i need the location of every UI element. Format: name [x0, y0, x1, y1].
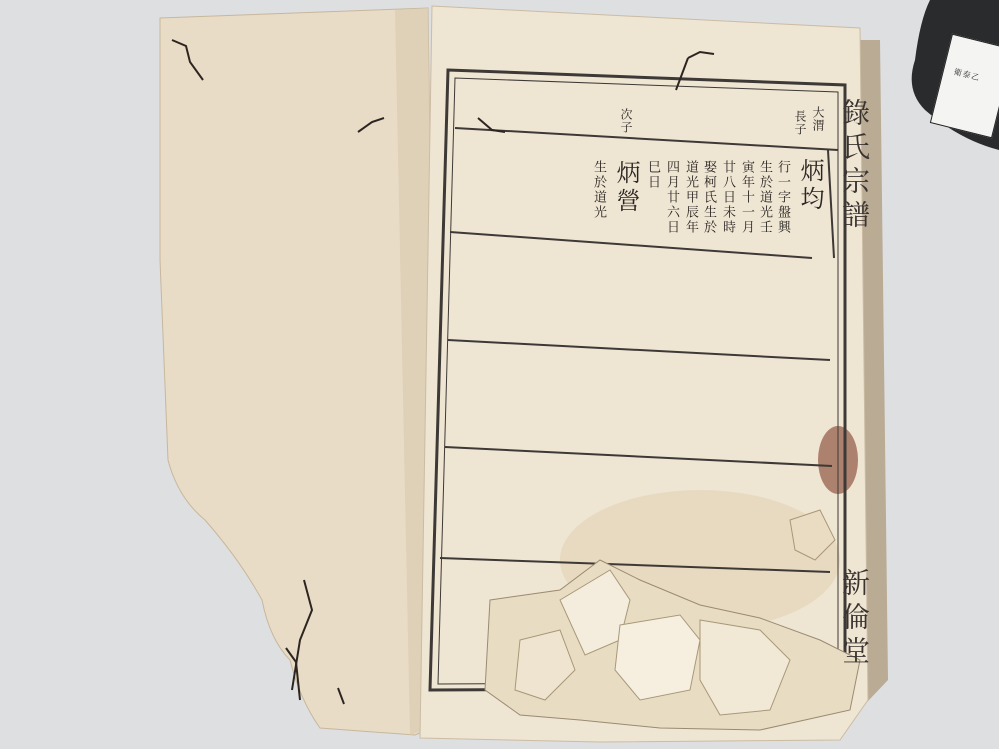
entry-detail-line: 道光甲辰年 [683, 160, 698, 235]
spine-title: 錄氏宗譜 [838, 98, 871, 234]
left-page [160, 8, 438, 735]
entry-detail-line: 行一字盤興 [775, 160, 790, 235]
entry-relation-note: 大渭 [811, 106, 825, 132]
entry-detail-line: 生於道光壬 [757, 160, 772, 235]
label-card-text: 衛泰乙 [952, 67, 982, 83]
entry-name: 炳營 [612, 160, 640, 216]
entry-detail-line: 寅年十一月 [739, 160, 754, 235]
spine-subtitle: 新倫堂 [838, 568, 871, 670]
entry-name: 炳均 [796, 158, 824, 214]
entry-detail-line: 生於道光 [591, 160, 606, 220]
entry-relation: 次子 [619, 108, 633, 134]
entry-detail-line: 巳日 [645, 160, 660, 190]
entry-relation: 長子 [793, 110, 807, 136]
entry-detail-line: 四月廿六日 [664, 160, 679, 235]
entry-detail-line: 廿八日未時 [720, 160, 735, 235]
entry-detail-line: 娶柯氏生於 [701, 160, 716, 235]
